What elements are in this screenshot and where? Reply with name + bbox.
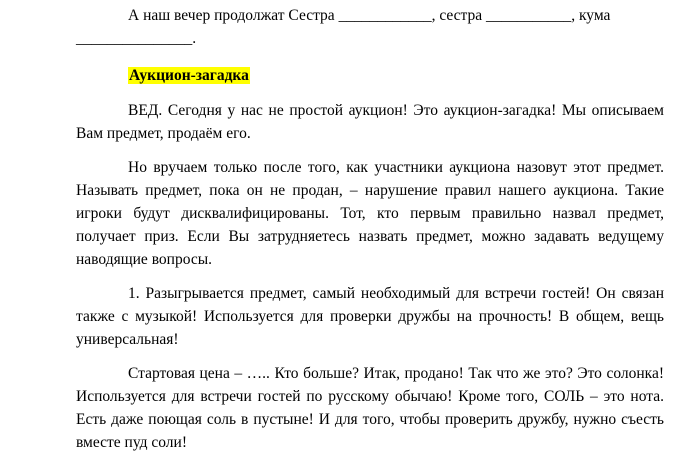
lot-one-paragraph: 1. Разыгрывается предмет, самый необходимый для встречи гостей! Он связан также с музыкой! Используется для проверки дружбы на прочность! В общем, вещь универсальная! [76,285,664,348]
starting-price-paragraph: Стартовая цена – ….. Кто больше? Итак, продано! Так что же это? Это солонка! Используется для встречи гостей по русскому обычаю! Кроме того, СОЛЬ – это нота. Есть даже поющая соль в пустыне! И для того, чтобы проверить дружбу, нужно съесть вместе пуд соли! [76,365,664,451]
rules-paragraph: Но вручаем только после того, как участники аукциона назовут этот предмет. Называть предмет, пока он не продан, – нарушение правил нашего аукциона. Такие игроки будут дисквалифицированы. Тот, кто первым правильно назвал предмет, получает приз. Если Вы затрудняетесь назвать предмет, можно задавать ведущему наводящие вопросы. [76,159,664,268]
intro-paragraph: А наш вечер продолжат Сестра ____________, сестра ___________, кума _______________. [76,7,611,47]
host-intro-paragraph: ВЕД. Сегодня у нас не простой аукцион! Это аукцион-загадка! Мы описываем Вам предмет, продаём его. [76,102,664,142]
highlighted-heading-text: Аукцион-загадка [129,67,249,84]
section-heading [128,64,664,87]
document-page [76,4,664,465]
